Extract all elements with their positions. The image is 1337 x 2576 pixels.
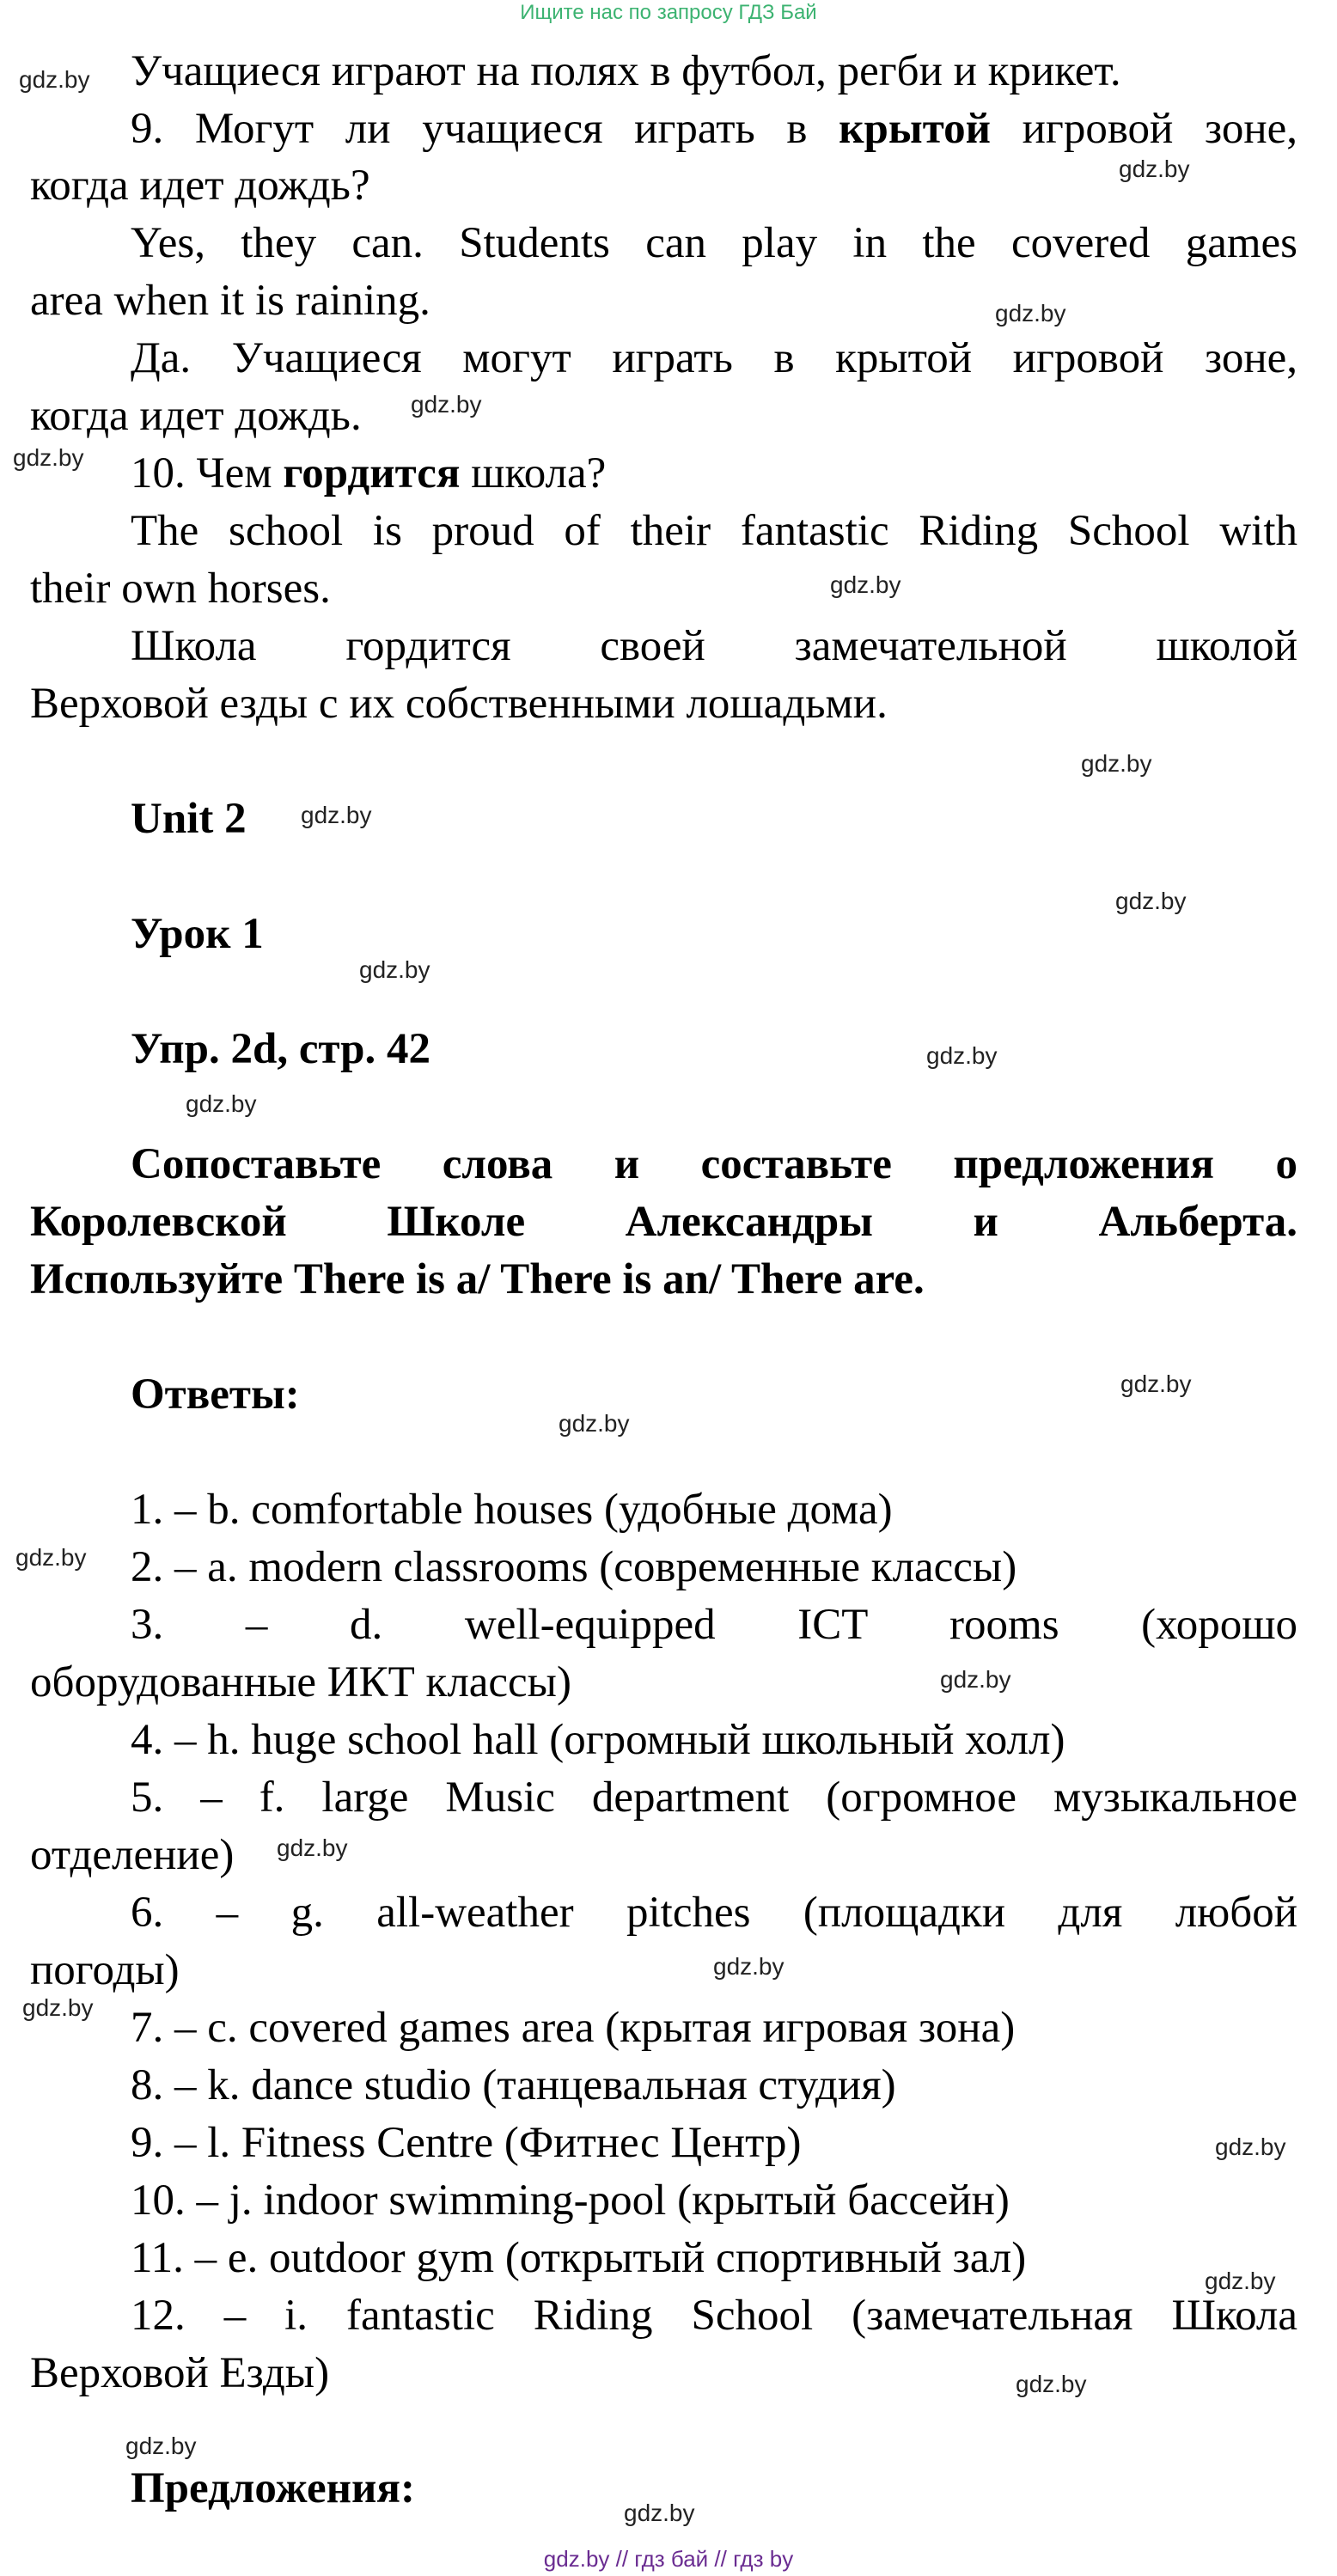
watermark: gdz.by	[1016, 2371, 1087, 2397]
answers-title: Ответы:	[131, 1370, 300, 1419]
answer-item-3: 3. – d. well-equipped ICT rooms (хорошо	[131, 1601, 1297, 1649]
watermark: gdz.by	[19, 66, 90, 93]
answer-item-4: 4. – h. huge school hall (огромный школьный холл)	[131, 1716, 1065, 1764]
q10-q-bold: гордится	[283, 449, 461, 497]
q10-answer-en-line1: The school is proud of their fantastic Riding School with	[131, 507, 1297, 555]
answer-item-2: 2. – a. modern classrooms (современные классы)	[131, 1543, 1017, 1591]
watermark: gdz.by	[186, 1090, 257, 1117]
watermark: gdz.by	[359, 956, 430, 983]
answer-item-3-line2: оборудованные ИКТ классы)	[30, 1658, 571, 1706]
q9-question-line2: когда идет дождь?	[30, 162, 370, 210]
watermark: gdz.by	[1215, 2133, 1286, 2160]
answer-item-11: 11. – e. outdoor gym (открытый спортивный зал)	[131, 2234, 1027, 2282]
watermark: gdz.by	[1115, 888, 1187, 914]
answer-item-7: 7. – c. covered games area (крытая игровая зона)	[131, 2004, 1016, 2052]
answer-item-6-line2: погоды)	[30, 1946, 180, 1994]
q9-q-before: Могут ли учащиеся играть в	[194, 105, 808, 153]
q9-answer-ru-line2: когда идет дождь.	[30, 392, 362, 440]
watermark: gdz.by	[22, 1994, 94, 2021]
answer-item-6: 6. – g. all-weather pitches (площадки для любой	[131, 1889, 1297, 1937]
q9-answer-en-line2: area when it is raining.	[30, 277, 430, 325]
watermark: gdz.by	[624, 2500, 695, 2526]
task-line3: Используйте There is a/ There is an/ There are.	[30, 1255, 925, 1303]
answer-item-5: 5. – f. large Music department (огромное музыкальное	[131, 1773, 1297, 1822]
task-line2: Королевской Школе Александры и Альберта.	[30, 1198, 1297, 1246]
task-line1: Сопоставьте слова и составьте предложения о	[131, 1140, 1297, 1188]
q10-answer-ru-line1: Школа гордится своей замечательной школой	[131, 622, 1297, 670]
answer-item-9: 9. – l. Fitness Centre (Фитнес Центр)	[131, 2119, 802, 2167]
watermark: gdz.by	[940, 1666, 1011, 1693]
watermark: gdz.by	[559, 1410, 630, 1437]
answer-item-10: 10. – j. indoor swimming-pool (крытый бассейн)	[131, 2176, 1010, 2225]
q8-answer-ru: Учащиеся играют на полях в футбол, регби и крикет.	[131, 47, 1121, 95]
watermark: gdz.by	[125, 2433, 197, 2459]
q9-number: 9.	[131, 105, 164, 153]
top-banner[interactable]: Ищите нас по запросу ГДЗ Бай	[520, 1, 817, 24]
q9-q-bold: крытой	[839, 105, 991, 153]
q10-q-after: школа?	[471, 449, 607, 497]
watermark: gdz.by	[277, 1834, 348, 1861]
q9-answer-ru-line1: Да. Учащиеся могут играть в крытой игровой зоне,	[131, 334, 1297, 382]
q10-question	[30, 445, 1297, 502]
q10-q-before: Чем	[196, 449, 272, 497]
sentences-title: Предложения:	[131, 2464, 415, 2512]
watermark: gdz.by	[301, 802, 372, 828]
answer-item-1: 1. – b. comfortable houses (удобные дома)	[131, 1486, 893, 1534]
exercise-title: Упр. 2d, стр. 42	[131, 1025, 431, 1073]
watermark: gdz.by	[1119, 156, 1190, 182]
q10-answer-en-line2: their own horses.	[30, 565, 331, 613]
watermark: gdz.by	[1205, 2268, 1276, 2294]
watermark: gdz.by	[13, 444, 84, 471]
watermark: gdz.by	[926, 1042, 998, 1069]
q9-q-after: игровой зоне,	[1022, 105, 1298, 153]
q10-number: 10.	[131, 449, 186, 497]
watermark: gdz.by	[1081, 750, 1152, 777]
answer-item-8: 8. – k. dance studio (танцевальная студия)	[131, 2061, 896, 2109]
lesson-title: Урок 1	[131, 910, 264, 958]
q10-answer-ru-line2: Верховой езды с их собственными лошадьми.	[30, 680, 888, 728]
unit-title: Unit 2	[131, 795, 247, 843]
q9-question	[30, 101, 1297, 157]
watermark: gdz.by	[411, 391, 482, 418]
answer-item-12-line2: Верховой Езды)	[30, 2349, 330, 2397]
watermark: gdz.by	[1120, 1370, 1192, 1397]
watermark: gdz.by	[830, 571, 901, 598]
watermark: gdz.by	[15, 1544, 87, 1571]
answer-item-5-line2: отделение)	[30, 1831, 235, 1879]
watermark: gdz.by	[713, 1953, 784, 1980]
q9-answer-en-line1: Yes, they can. Students can play in the covered games	[131, 219, 1297, 267]
footer-links[interactable]: gdz.by // гдз бай // гдз by	[543, 2546, 794, 2572]
watermark: gdz.by	[995, 300, 1066, 327]
answer-item-12: 12. – i. fantastic Riding School (замечательная Школа	[131, 2292, 1297, 2340]
